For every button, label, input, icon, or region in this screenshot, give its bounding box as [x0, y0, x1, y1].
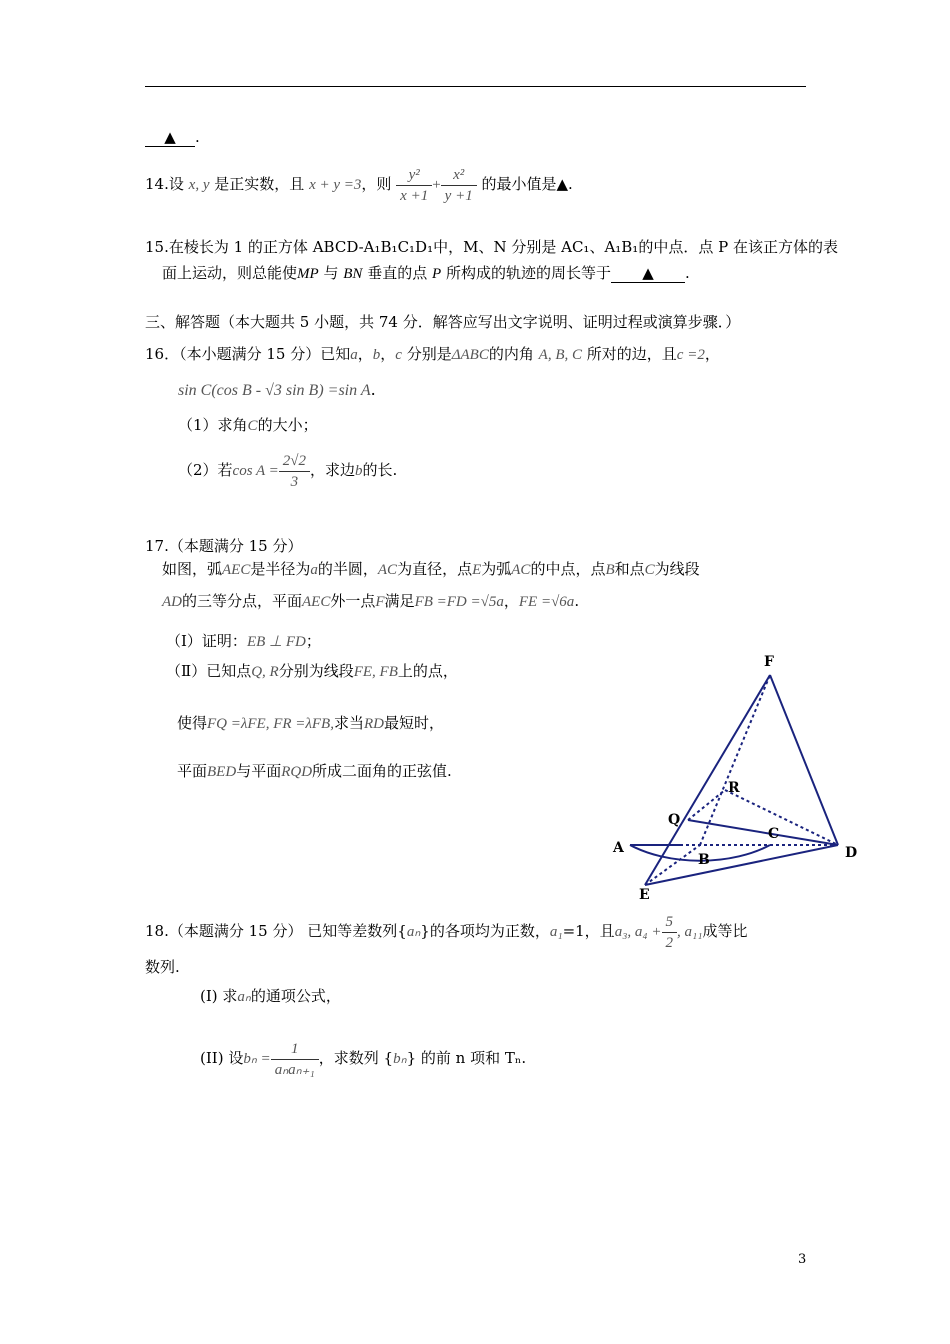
geometry-figure [600, 645, 870, 905]
edge-q-d [688, 820, 838, 845]
label-c: C [768, 826, 780, 842]
question-17-part2-end: 平面BED与平面RQD所成二面角的正弦值. [177, 762, 452, 780]
question-17-part1: （Ⅰ）证明：EB ⊥ FD； [166, 632, 321, 650]
label-f: F [764, 654, 774, 670]
segment-r-d-dashed [725, 790, 838, 845]
question-18-head: 18.（本题满分 15 分） 已知等差数列{aₙ}的各项均为正数，a₁=1，且a₃, a₄ + $\frac{5}{2}$ , a₁₁成等比 [145, 913, 748, 951]
label-b: B [698, 852, 710, 868]
edge-f-d [770, 675, 838, 845]
label-e: E [639, 887, 650, 903]
fraction-1-over-an-an1: $\frac{1}{\text{aₙaₙ₊₁}}$ [271, 1039, 319, 1080]
fraction-5-over-2: $\frac{5}{2}$ [662, 912, 678, 953]
question-17-part2-cont: 使得FQ =λFE, FR =λFB,求当RD最短时， [177, 714, 445, 732]
label-d: D [845, 845, 858, 861]
header-rule [145, 86, 806, 87]
question-16-head: 16．（本小题满分 15 分）已知a，b，c 分别是ΔABC的内角 A, B, C 所对的边，且c =2， [145, 345, 720, 363]
fraction-x2-over-y1: $\frac{\text{x²}}{y +1}$ [441, 165, 477, 206]
question-17-line1: 如图，弧AEC是半径为a的半圆，AC为直径，点E为弧AC的中点，点B和点C为线段 [162, 560, 700, 578]
question-18-part2: (II) 设bₙ = $\frac{1}{\text{aₙaₙ₊₁}}$ ，求数列 {bₙ} 的前 n 项和 Tₙ. [200, 1040, 527, 1078]
question-17-head: 17.（本题满分 15 分） [145, 537, 303, 555]
question-16-equation: sin C(cos B - √3 sin B) =sin A. [178, 380, 376, 399]
fraction-y2-over-x1: $\frac{\text{y²}}{x +1}$ [396, 165, 432, 206]
answer-blank: ▲ [611, 264, 685, 283]
page-number: 3 [798, 1252, 807, 1267]
question-18-line2: 数列. [145, 958, 180, 976]
q13-answer-line: ▲ . [145, 128, 200, 147]
label-q: Q [668, 812, 681, 828]
segment-b-f-dashed [700, 675, 770, 845]
edge-e-d [645, 845, 838, 885]
fraction-2root2-over-3: $\frac{2√2}{3}$ [279, 451, 310, 492]
question-15-line2: 面上运动，则总能使MP 与 BN 垂直的点 P 所构成的轨迹的周长等于 ▲ . [162, 264, 690, 282]
answer-blank: ▲ [145, 128, 195, 147]
question-18-part1: (I) 求aₙ的通项公式， [200, 987, 341, 1005]
section-3-heading: 三、解答题（本大题共 5 小题，共 74 分．解答应写出文字说明、证明过程或演算步骤．） [145, 313, 741, 331]
label-r: R [728, 780, 740, 796]
question-17-line2: AD的三等分点，平面AEC外一点F满足FB =FD =√5a，FE =√6a. [162, 592, 580, 610]
label-a: A [613, 840, 624, 856]
question-17-part2: （Ⅱ）已知点Q, R分别为线段FE, FB上的点， [166, 662, 458, 680]
question-16-part2: （2）若cos A = $\frac{2√2}{3}$ ，求边b的长. [178, 452, 398, 490]
question-14: 14.设 x, y 是正实数，且 x + y =3，则 $\frac{\text{y²}}{x +1}$ + $\frac{\text{x²}}{y +1}$ 的最小值是▲. [145, 166, 573, 204]
question-16-part1: （1）求角C的大小； [178, 416, 318, 434]
question-15-line1: 15.在棱长为 1 的正方体 ABCD-A₁B₁C₁D₁中，M、N 分别是 AC₁、A₁B₁的中点．点 P 在该正方体的表 [145, 238, 838, 256]
